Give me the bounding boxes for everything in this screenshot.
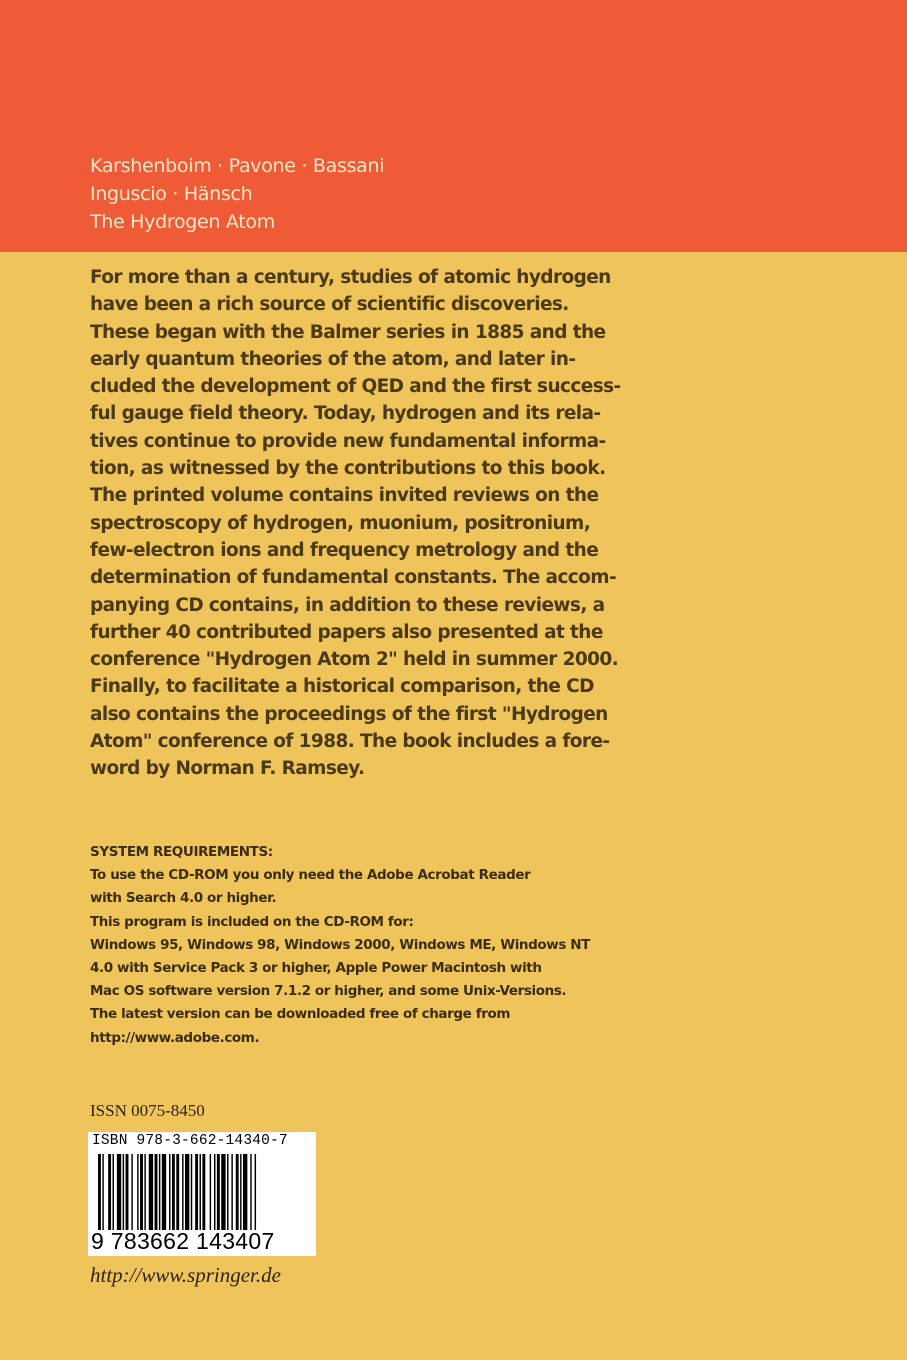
description-line: have been a rich source of scientific discoveries. — [90, 294, 569, 316]
barcode-bar — [182, 1154, 183, 1230]
system-requirements-line: The latest version can be downloaded free of charge from — [90, 1006, 510, 1023]
barcode-bar — [200, 1154, 201, 1230]
system-requirements-line: http://www.adobe.com. — [90, 1029, 260, 1046]
description-line: Atom" conference of 1988. The book includes a fore- — [90, 731, 610, 753]
system-requirements — [90, 841, 590, 1050]
barcode-bar — [123, 1154, 124, 1230]
barcode-bar — [169, 1154, 170, 1230]
description-line: determination of fundamental constants. The accom- — [90, 567, 617, 589]
description-line: Finally, to facilitate a historical comparison, the CD — [90, 676, 594, 698]
system-requirements-line: To use the CD-ROM you only need the Adobe Acrobat Reader — [90, 867, 531, 884]
description-line: also contains the proceedings of the first "Hydrogen — [90, 703, 608, 725]
issn-number: ISSN 0075-8450 — [90, 1101, 205, 1120]
barcode-bars — [88, 1152, 316, 1234]
barcode-bar — [243, 1154, 247, 1230]
barcode-bar — [185, 1154, 189, 1230]
author-line: Karshenboim · Pavone · Bassani — [90, 155, 385, 177]
system-requirements-line: 4.0 with Service Pack 3 or higher, Apple Power Macintosh with — [90, 960, 542, 977]
isbn-label: ISBN 978-3-662-14340-7 — [92, 1133, 288, 1149]
barcode-bar — [221, 1154, 225, 1230]
author-line: Inguscio · Hänsch — [90, 183, 253, 205]
barcode-bar — [117, 1154, 121, 1230]
barcode-bar — [98, 1154, 101, 1230]
system-requirements-heading: SYSTEM REQUIREMENTS: — [90, 844, 273, 860]
barcode-bar — [131, 1154, 132, 1230]
description-line: panying CD contains, in addition to these reviews, a — [90, 594, 605, 616]
barcode-bar — [214, 1154, 215, 1230]
barcode-bar — [144, 1154, 145, 1230]
barcode-bar — [191, 1154, 192, 1230]
barcode-bar — [137, 1154, 138, 1230]
barcode-bar — [159, 1154, 160, 1230]
barcode-bar — [202, 1154, 205, 1230]
barcode-bar — [149, 1154, 153, 1230]
description-line: conference "Hydrogen Atom 2" held in summer 2000. — [90, 649, 619, 671]
barcode-bar — [240, 1154, 241, 1230]
system-requirements-line: with Search 4.0 or higher. — [90, 890, 277, 907]
description-line: further 40 contributed papers also presented at the — [90, 621, 603, 643]
system-requirements-line: Windows 95, Windows 98, Windows 2000, Windows ME, Windows NT — [90, 936, 590, 953]
description-line: tives continue to provide new fundamental informa- — [90, 430, 606, 452]
barcode-bar — [172, 1154, 175, 1230]
author-title-block — [90, 152, 384, 236]
barcode-bar — [231, 1154, 232, 1230]
barcode-bar — [102, 1154, 103, 1230]
barcode-bar — [140, 1154, 143, 1230]
barcode-bar — [176, 1154, 179, 1230]
description-line: few-electron ions and frequency metrology and the — [90, 539, 599, 561]
barcode-bar — [250, 1154, 251, 1230]
description-line: tion, as witnessed by the contributions to this book. — [90, 458, 606, 480]
description-line: The printed volume contains invited reviews on the — [90, 485, 599, 507]
barcode-bar — [227, 1154, 228, 1230]
barcode-bar — [210, 1154, 211, 1230]
system-requirements-line: This program is included on the CD-ROM for: — [90, 913, 414, 930]
isbn-barcode — [88, 1132, 316, 1256]
barcode-bar — [217, 1154, 220, 1230]
description-line: cluded the development of QED and the first success- — [90, 376, 621, 398]
barcode-bar — [255, 1154, 256, 1230]
book-title: The Hydrogen Atom — [90, 211, 275, 233]
description-line: early quantum theories of the atom, and later in- — [90, 348, 576, 370]
barcode-bar — [113, 1154, 114, 1230]
description-line: word by Norman F. Ramsey. — [90, 758, 365, 780]
description-line: For more than a century, studies of atomic hydrogen — [90, 267, 611, 288]
description-line: These began with the Balmer series in 1885 and the — [90, 321, 606, 343]
barcode-bar — [195, 1154, 198, 1230]
barcode-bar — [126, 1154, 129, 1230]
book-description — [90, 264, 621, 783]
barcode-bar — [155, 1154, 158, 1230]
publisher-url: http://www.springer.de — [90, 1263, 281, 1287]
barcode-bar — [162, 1154, 166, 1230]
barcode-bar — [236, 1154, 239, 1230]
description-line: spectroscopy of hydrogen, muonium, positronium, — [90, 512, 591, 534]
barcode-digits: 9 783662 143407 — [91, 1228, 275, 1254]
description-line: ful gauge field theory. Today, hydrogen and its rela- — [90, 403, 601, 425]
barcode-bar — [108, 1154, 111, 1230]
system-requirements-line: Mac OS software version 7.1.2 or higher, and some Unix-Versions. — [90, 983, 567, 1000]
